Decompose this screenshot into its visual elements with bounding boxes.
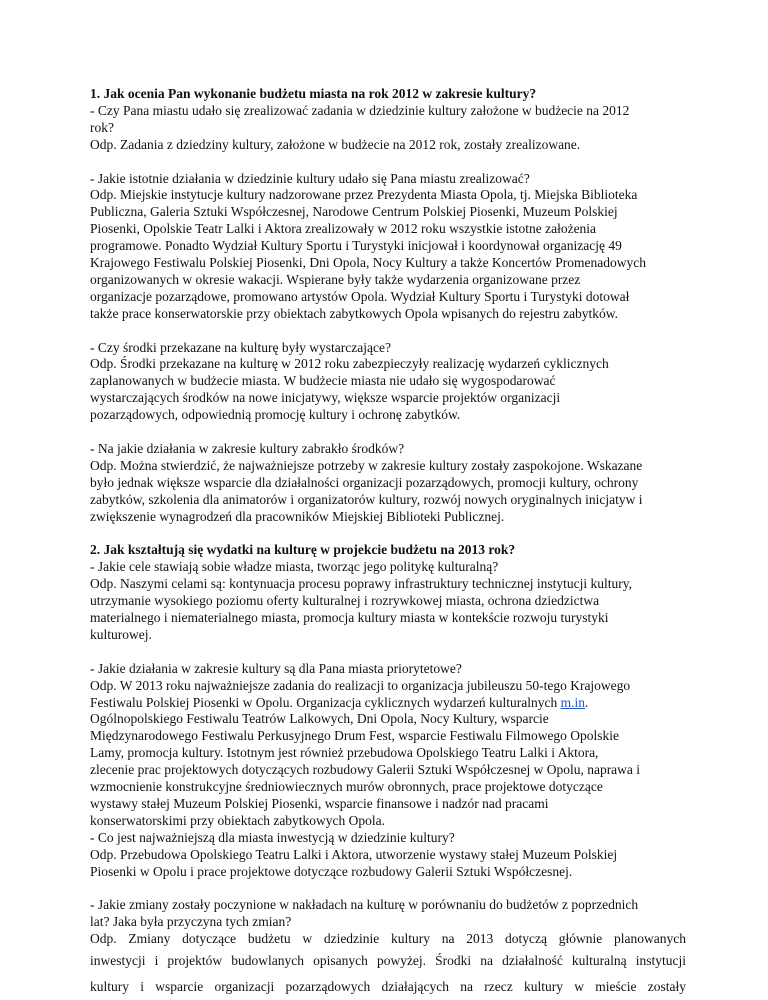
line-text: Odp. Przebudowa Opolskiego Teatru Lalki i Aktora, utworzenie wystawy stałej Muzeum Polskiej (90, 846, 618, 862)
text-line (90, 948, 686, 974)
line-text: - Jakie istotnie działania w dziedzinie kultury udało się Pana miastu zrealizować? (90, 170, 530, 186)
text-line (90, 255, 686, 272)
line-text: pozarządowych, odpowiednią promocję kultury i ochronę zabytków. (90, 407, 461, 423)
section-heading (90, 542, 686, 559)
text-line (90, 390, 686, 407)
text-line (90, 272, 686, 289)
line-text: kultury i wsparcie organizacji pozarządowych działających na rzecz kultury w mieście zostały (90, 979, 686, 995)
paragraph-gap (90, 323, 686, 340)
text-line (90, 593, 686, 610)
line-text: Piosenki w Opolu i prace projektowe dotyczące rozbudowy Galerii Sztuki Współczesnej. (90, 863, 573, 879)
text-line (90, 796, 686, 813)
line-text-suffix: . (585, 694, 589, 710)
line-text: wystawy stałej Muzeum Polskiej Piosenki, wsparcie finansowe i nadzór nad pracami (90, 795, 549, 811)
document-page (90, 86, 686, 1000)
paragraph-gap (90, 881, 686, 898)
text-line (90, 559, 686, 576)
text-line (90, 779, 686, 796)
text-line (90, 627, 686, 644)
line-text: zabytków, szkolenia dla animatorów i organizatorów kultury, rozwój nowych oryginalnych inicjatyw i (90, 491, 643, 507)
text-line (90, 897, 686, 914)
line-text: utrzymanie wysokiego poziomu oferty kulturalnej i rozrywkowej miasta, ochrona dziedzictwa (90, 593, 600, 609)
text-line (90, 762, 686, 779)
text-line (90, 492, 686, 509)
line-text: Odp. Zmiany dotyczące budżetu w dziedzinie kultury na 2013 dotyczą głównie planowanych (90, 931, 686, 947)
line-text: materialnego i niematerialnego miasta, promocja kultury miasta w kontekście rozwoju turystyki (90, 610, 609, 626)
text-line (90, 238, 686, 255)
text-line (90, 356, 686, 373)
line-text: zaplanowanych w budżecie miasta. W budżecie miasta nie udało się wygospodarować (90, 373, 556, 389)
line-text: - Jakie cele stawiają sobie władze miasta, tworząc jego politykę kulturalną? (90, 559, 499, 575)
line-text: także prace konserwatorskie przy obiektach zabytkowych Opola wpisanych do rejestru zabytków. (90, 305, 619, 321)
text-line (90, 610, 686, 627)
paragraph-gap (90, 526, 686, 543)
paragraph-gap (90, 644, 686, 661)
line-text: wzmocnienie konstrukcyjne średniowiecznych murów obronnych, prace projektowe dotyczące (90, 779, 603, 795)
text-line (90, 306, 686, 323)
line-text: - Na jakie działania w zakresie kultury zabrakło środków? (90, 440, 405, 456)
line-text: - Co jest najważniejszą dla miasta inwestycją w dziedzinie kultury? (90, 829, 455, 845)
text-line (90, 914, 686, 931)
line-text: lat? Jaka była przyczyna tych zmian? (90, 914, 292, 930)
text-line (90, 221, 686, 238)
line-text: kulturowej. (90, 626, 152, 642)
line-text: 2. Jak kształtują się wydatki na kulturę w projekcie budżetu na 2013 rok? (90, 542, 516, 558)
line-text: Międzynarodowego Festiwalu Perkusyjnego Drum Fest, wsparcie Festiwalu Filmowego Opolskie (90, 728, 620, 744)
line-text: rok? (90, 119, 114, 135)
text-line (90, 187, 686, 204)
line-text: zlecenie prac projektowych dotyczących rozbudowy Galerii Sztuki Współczesnej w Opolu, naprawa i (90, 762, 641, 778)
text-line (90, 931, 686, 948)
line-text: inwestycji i projektów budowlanych opisanych powyżej. Środki na działalność kulturalną instytucji (90, 953, 686, 969)
line-text: Odp. Środki przekazane na kulturę w 2012 roku zabezpieczyły realizację wydarzeń cyklicznych (90, 356, 609, 372)
line-text: Lamy, promocja kultury. Istotnym jest również przebudowa Opolskiego Teatru Lalki i Aktora, (90, 745, 599, 761)
line-text: - Czy środki przekazane na kulturę były wystarczające? (90, 339, 391, 355)
line-text: Odp. Naszymi celami są: kontynuacja procesu poprawy infrastruktury technicznej instytucji kultury, (90, 576, 632, 592)
text-line (90, 475, 686, 492)
line-text: Odp. Miejskie instytucje kultury nadzorowane przez Prezydenta Miasta Opola, tj. Miejska Biblioteka (90, 187, 638, 203)
line-text: Krajowego Festiwalu Polskiej Piosenki, Dni Opola, Nocy Kultury a także Koncertów Promenadowych (90, 255, 647, 271)
paragraph-gap (90, 424, 686, 441)
line-text: 1. Jak ocenia Pan wykonanie budżetu miasta na rok 2012 w zakresie kultury? (90, 86, 537, 101)
line-text: Odp. Można stwierdzić, że najważniejsze potrzeby w zakresie kultury zostały zaspokojone. Wskazane (90, 457, 643, 473)
line-text: Festiwalu Polskiej Piosenki w Opolu. Organizacja cyklicznych wydarzeń kulturalnych (90, 694, 561, 710)
text-line (90, 813, 686, 830)
text-line (90, 830, 686, 847)
line-text: organizacje pozarządowe, promowano artystów Opola. Wydział Kultury Sportu i Turystyki dotował (90, 288, 630, 304)
text-line (90, 373, 686, 390)
line-text: Ogólnopolskiego Festiwalu Teatrów Lalkowych, Dni Opola, Nocy Kultury, wsparcie (90, 711, 549, 727)
inline-link[interactable]: m.in (560, 694, 586, 710)
text-line (90, 407, 686, 424)
text-line (90, 974, 686, 1000)
line-text: organizowanych w okresie wakacji. Wspierane były także wydarzenia organizowane przez (90, 271, 581, 287)
line-text: Odp. W 2013 roku najważniejsze zadania do realizacji to organizacja jubileuszu 50-tego Krajowego (90, 677, 631, 693)
text-line (90, 171, 686, 188)
text-line (90, 576, 686, 593)
line-text: Piosenki, Opolskie Teatr Lalki i Aktora zrealizowały w 2012 roku wszystkie istotne założenia (90, 221, 597, 237)
text-line (90, 847, 686, 864)
line-text: - Jakie zmiany zostały poczynione w nakładach na kulturę w porównaniu do budżetów z poprzednich (90, 897, 639, 913)
text-line (90, 289, 686, 306)
text-line (90, 441, 686, 458)
text-line (90, 711, 686, 728)
text-line (90, 728, 686, 745)
text-line (90, 204, 686, 221)
text-line (90, 137, 686, 154)
line-text: Odp. Zadania z dziedziny kultury, założone w budżecie na 2012 rok, zostały zrealizowane. (90, 136, 581, 152)
text-line (90, 509, 686, 526)
text-line (90, 458, 686, 475)
line-text: było jednak większe wsparcie dla działalności organizacji pozarządowych, promocji kultury, ochrony (90, 474, 639, 490)
line-text: programowe. Ponadto Wydział Kultury Sportu i Turystyki inicjował i koordynował organizację 49 (90, 238, 622, 254)
text-line (90, 103, 686, 120)
line-text: zwiększenie wynagrodzeń dla pracowników Miejskiej Biblioteki Publicznej. (90, 508, 505, 524)
line-text: Publiczna, Galeria Sztuki Współczesnej, Narodowe Centrum Polskiej Piosenki, Muzeum Polskiej (90, 204, 618, 220)
section-heading (90, 86, 686, 103)
text-line (90, 340, 686, 357)
text-line (90, 695, 686, 712)
line-text: wystarczających środków na nowe inicjatywy, większe wsparcie projektów organizacji (90, 390, 561, 406)
text-line (90, 661, 686, 678)
text-line (90, 864, 686, 881)
text-line (90, 120, 686, 137)
line-text: konserwatorskimi przy obiektach zabytkowych Opola. (90, 812, 386, 828)
line-text: - Czy Pana miastu udało się zrealizować zadania w dziedzinie kultury założone w budżecie na 2012 (90, 102, 630, 118)
text-line (90, 745, 686, 762)
line-text: - Jakie działania w zakresie kultury są dla Pana miasta priorytetowe? (90, 660, 462, 676)
text-line (90, 678, 686, 695)
paragraph-gap (90, 154, 686, 171)
